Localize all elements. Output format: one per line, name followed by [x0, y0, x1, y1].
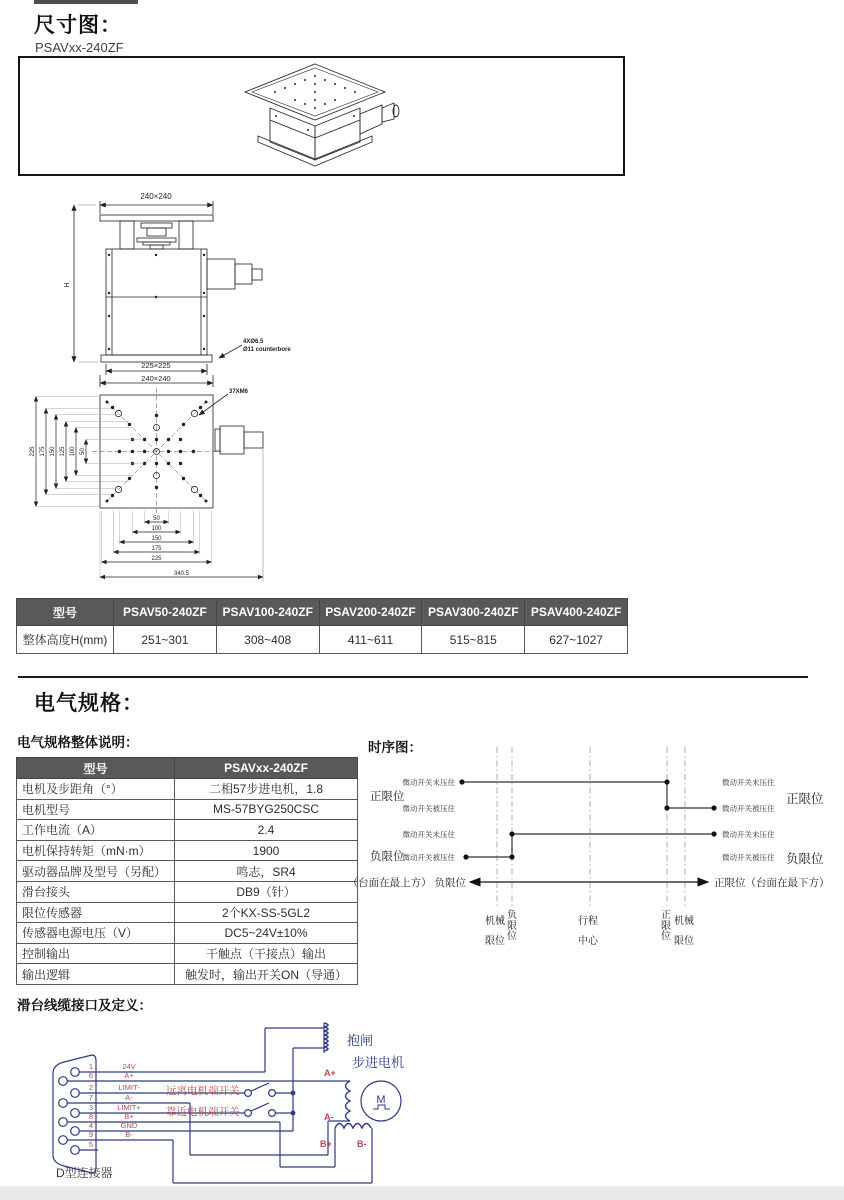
timing-title: 时序图： [368, 740, 422, 755]
section-divider [18, 676, 808, 678]
coil-b-minus-label: B- [357, 1139, 367, 1149]
spec-label: 输出逻辑 [17, 964, 175, 985]
section-title-electrical: 电气规格： [34, 692, 144, 715]
pin-number: 9 [88, 1130, 94, 1139]
pos-pressed-label-left: 微动开关被压住 [402, 804, 455, 813]
axis-mech-limit-left: 机械限位 [485, 916, 505, 947]
pin-number: 1 [88, 1062, 94, 1071]
spec-row [17, 799, 358, 820]
page-footer-strip [0, 1186, 844, 1200]
spec-value: DB9（针） [175, 881, 358, 902]
pin-number: 4 [88, 1121, 94, 1130]
pin-label: A- [125, 1093, 133, 1102]
pos-not-pressed-label-right: 微动开关未压住 [722, 778, 775, 787]
front-note-line1: 4XØ6.5 [243, 339, 264, 345]
pin-label: LIMIT- [118, 1083, 140, 1092]
spec-value: 2.4 [175, 820, 358, 841]
dimension-drawings [22, 185, 354, 595]
spec-label: 驱动器品牌及型号（另配） [17, 861, 175, 882]
spec-value: 干触点（干接点）输出 [175, 943, 358, 964]
spec-row [17, 779, 358, 800]
spec-row [17, 881, 358, 902]
height-table-header-cell: PSAV400-240ZF [525, 599, 628, 626]
stepper-motor-label: 步进电机 [352, 1055, 405, 1070]
neg-pressed-label-left: 微动开关被压住 [402, 853, 455, 862]
isometric-drawing [20, 58, 623, 174]
top-left-dim-125: 125 [60, 446, 66, 457]
spec-table-header-row [17, 758, 358, 779]
top-bottom-dim-150: 150 [151, 536, 162, 542]
pos-limit-label-left: 正限位 [370, 791, 405, 803]
top-left-dim-225: 225 [30, 446, 36, 457]
height-table-header-cell: PSAV200-240ZF [319, 599, 422, 626]
section-title-dimensions: 尺寸图： [34, 14, 122, 37]
pin-number: 7 [88, 1093, 94, 1102]
top-overall-dim: 340.5 [173, 571, 190, 577]
motor-m-symbol: M [376, 1094, 386, 1106]
pin-label: B+ [124, 1112, 134, 1121]
model-label: PSAVxx-240ZF [35, 40, 124, 55]
axis-mech-limit-right: 机械限位 [674, 916, 694, 947]
top-bottom-dim-100: 100 [151, 526, 162, 532]
neg-pressed-label-right: 微动开关被压住 [722, 853, 775, 862]
spec-label: 电机保持转矩（mN·m） [17, 840, 175, 861]
pos-limit-label-right: 正限位 [786, 792, 824, 806]
spec-value: 2个KX-SS-5GL2 [175, 902, 358, 923]
coil-a-minus-label: A- [324, 1112, 334, 1122]
axis-travel-center: 行程中心 [578, 916, 598, 947]
top-left-dim-100: 100 [70, 446, 76, 457]
pin-label: B- [125, 1130, 133, 1139]
spec-label: 控制输出 [17, 943, 175, 964]
brake-label: 抱闸 [347, 1033, 374, 1048]
spec-value: MS-57BYG250CSC [175, 799, 358, 820]
coil-b-plus-label: B+ [320, 1139, 332, 1149]
front-inner-dim: 225×225 [141, 361, 171, 370]
height-value: 515~815 [422, 626, 525, 654]
height-row-label: 整体高度H(mm) [17, 626, 114, 654]
pin-number: 5 [88, 1140, 94, 1149]
top-note-37xm6: 37XM6 [229, 389, 249, 395]
axis-pos-limit: 正限位 [661, 910, 671, 942]
spec-value: 二相57步进电机，1.8 [175, 779, 358, 800]
coil-a-plus-label: A+ [324, 1068, 336, 1078]
d-connector-label: D型连接器 [56, 1166, 113, 1180]
height-table-header-cell: PSAV300-240ZF [422, 599, 525, 626]
spec-value: 鸣志，SR4 [175, 861, 358, 882]
spec-header-value: PSAVxx-240ZF [175, 758, 358, 779]
height-table-header-row [17, 599, 628, 626]
spec-table [16, 757, 358, 985]
height-table-row [17, 626, 628, 654]
top-bar-remnant [34, 0, 138, 4]
pin-number: 8 [88, 1112, 94, 1121]
spec-row [17, 964, 358, 985]
pos-pressed-label-right: 微动开关被压住 [722, 804, 775, 813]
spec-label: 电机及步距角（°） [17, 779, 175, 800]
front-outer-dim: 240×240 [141, 374, 171, 383]
height-table-header-cell: PSAV50-240ZF [114, 599, 217, 626]
neg-limit-label-left: 负限位 [370, 851, 405, 863]
top-bottom-dim-50: 50 [153, 516, 160, 522]
pin-label: 24V [122, 1062, 136, 1071]
spec-label: 滑台接头 [17, 881, 175, 902]
height-value: 308~408 [216, 626, 319, 654]
spec-value: DC5~24V±10% [175, 923, 358, 944]
front-view-drawing [64, 192, 291, 387]
pin-number: 6 [88, 1071, 94, 1080]
pin-label: GND [120, 1121, 138, 1130]
top-bottom-dim-225: 225 [151, 556, 162, 562]
front-height-dim: H [64, 282, 71, 288]
spec-label: 工作电流（A） [17, 820, 175, 841]
pin-number: 2 [88, 1083, 94, 1092]
spec-label: 电机型号 [17, 799, 175, 820]
height-value: 627~1027 [525, 626, 628, 654]
pos-not-pressed-label-left: 微动开关未压住 [402, 778, 455, 787]
neg-not-pressed-label-right: 微动开关未压住 [722, 830, 775, 839]
height-table-header-cell: PSAV100-240ZF [216, 599, 319, 626]
pos-limit-table-bottom-label: 正限位（台面在最下方） [714, 877, 830, 889]
spec-subtitle: 电气规格整体说明： [17, 735, 139, 750]
spec-row [17, 943, 358, 964]
spec-row [17, 840, 358, 861]
top-left-dim-175: 175 [40, 446, 46, 457]
spec-value: 1900 [175, 840, 358, 861]
top-left-dim-150: 150 [50, 446, 56, 457]
pin-label: A+ [124, 1071, 134, 1080]
pin-label: LIMIT+ [117, 1103, 141, 1112]
spec-label: 限位传感器 [17, 902, 175, 923]
switch-near-label: 靠近电机端开关 [166, 1106, 240, 1118]
spec-value: 触发时，输出开关ON（导通） [175, 964, 358, 985]
switch-far-label: 远离电机端开关 [166, 1085, 240, 1097]
isometric-drawing-box [18, 56, 625, 176]
top-bottom-dim-175: 175 [151, 546, 162, 552]
height-table-header-cell: 型号 [17, 599, 114, 626]
height-value: 251~301 [114, 626, 217, 654]
height-table [16, 598, 628, 654]
spec-row [17, 902, 358, 923]
neg-not-pressed-label-left: 微动开关未压住 [402, 830, 455, 839]
front-top-dim: 240×240 [140, 192, 172, 201]
pin-number: 3 [88, 1103, 94, 1112]
axis-neg-limit: 负限位 [507, 910, 517, 942]
table-top-neg-limit-label: （台面在最上方） 负限位 [347, 877, 466, 889]
spec-row [17, 861, 358, 882]
height-value: 411~611 [319, 626, 422, 654]
wiring-title: 滑台线缆接口及定义： [17, 998, 152, 1013]
spec-row [17, 923, 358, 944]
front-note-line2: Ø11 counterbore [243, 347, 291, 353]
neg-limit-label-right: 负限位 [786, 852, 824, 866]
spec-header-model: 型号 [17, 758, 175, 779]
top-left-dim-50: 50 [80, 448, 86, 455]
spec-label: 传感器电源电压（V） [17, 923, 175, 944]
spec-row [17, 820, 358, 841]
top-view-drawing [30, 388, 263, 581]
